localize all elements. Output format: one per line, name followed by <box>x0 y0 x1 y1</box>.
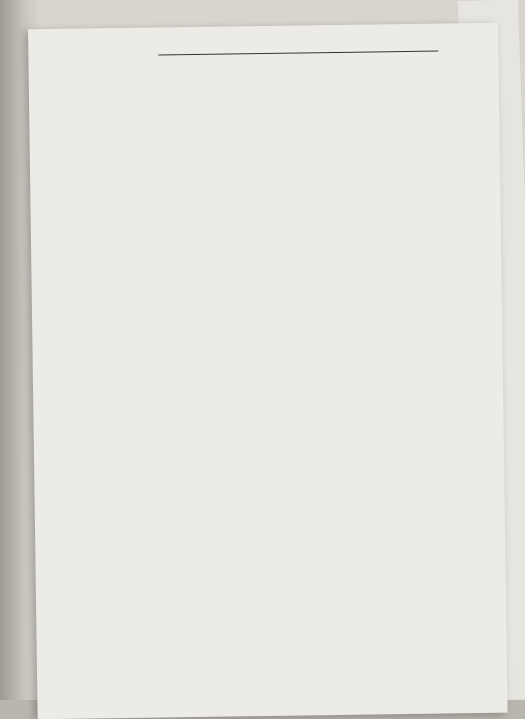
sheet-header <box>28 23 499 88</box>
bifati-label <box>456 29 471 77</box>
test-sheet <box>28 23 508 719</box>
title-underline <box>158 51 438 56</box>
